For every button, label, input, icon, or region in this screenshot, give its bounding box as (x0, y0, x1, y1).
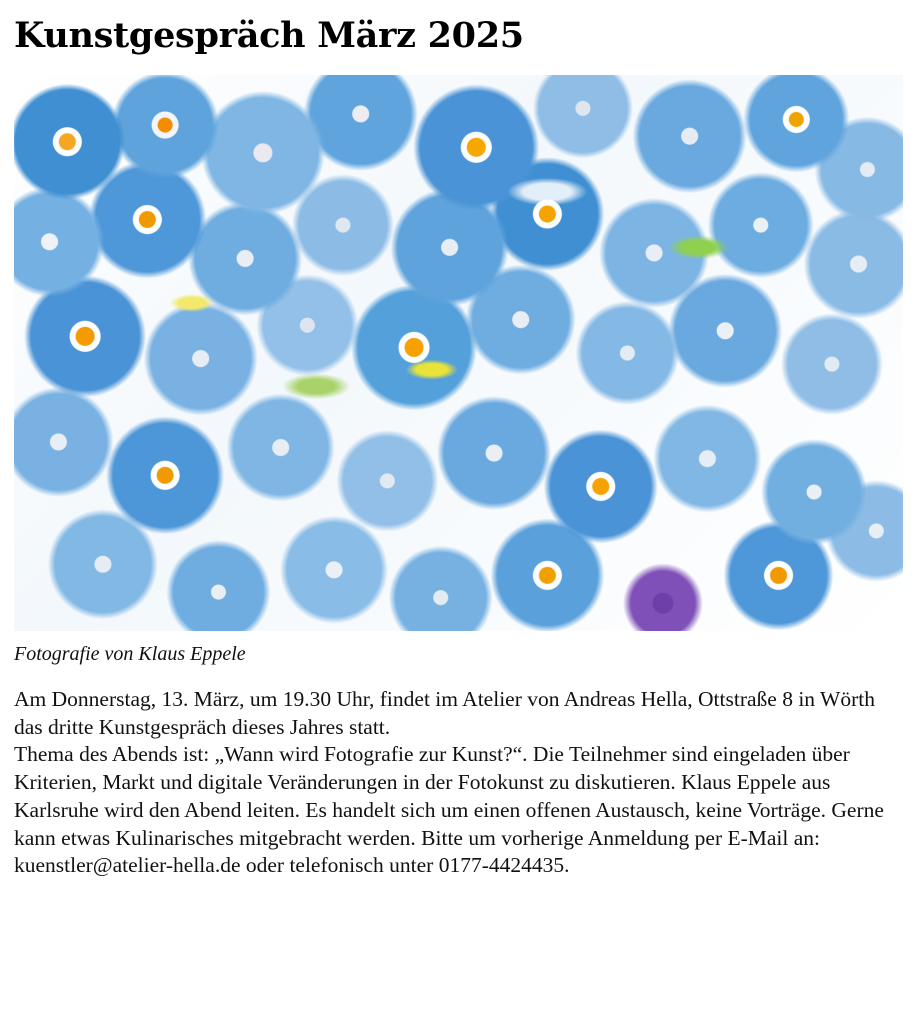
page-title: Kunstgespräch März 2025 (14, 15, 524, 56)
forget-me-not-flowers-photo (14, 75, 903, 631)
paragraph-2: Thema des Abends ist: „Wann wird Fotografie zur Kunst?“. Die Teilnehmer sind eingeladen über Kriterien, Markt und digitale Veränderungen in der Fotokunst zu diskutieren. Klaus Eppele aus Karlsruhe wird den Abend leiten. Es handelt sich um einen offenen Austausch, keine Vorträge. Gerne kann etwas Kulinarisches mitgebracht werden. Bitte um vorherige Anmeldung per E-Mail an: kuenstler@atelier-hella.de oder telefonisch unter 0177-4424435. (14, 742, 884, 878)
image-caption: Fotografie von Klaus Eppele (14, 643, 246, 665)
article-image (14, 75, 903, 631)
article-page (0, 15, 917, 1016)
paragraph-1: Am Donnerstag, 13. März, um 19.30 Uhr, findet im Atelier von Andreas Hella, Ottstraße 8 in Wörth das dritte Kunstgespräch dieses Jahres statt. (14, 687, 875, 739)
article-body (14, 686, 903, 880)
